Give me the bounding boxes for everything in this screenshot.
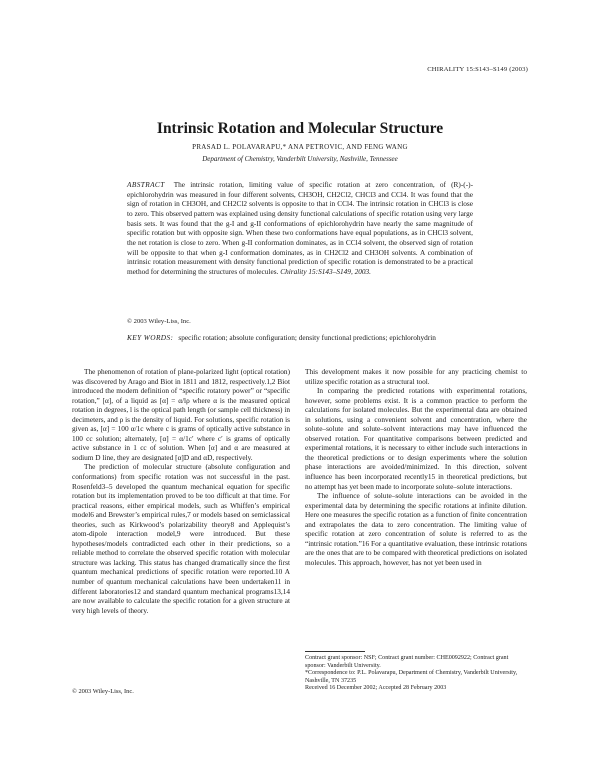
- footnote-divider: [305, 651, 365, 652]
- abstract: [127, 180, 473, 277]
- keywords-label: KEY WORDS:: [127, 333, 174, 342]
- journal-citation-header: CHIRALITY 15:S143–S149 (2003): [427, 66, 528, 73]
- body-paragraph: In comparing the predicted rotations with experimental rotations, however, some problems exist. It is a common practice to perform the calculations for isolated molecules. But the experimental data are obtained in solutions, using a convenient solvent and concentration, where the solute–solute and solute–solvent interactions may have influenced the observed rotation. For quantitative comparisons between predicted and experimental rotations, it is necessary to either include such interactions in the theoretical predictions or to design experiments where the solution phase interactions are avoided/minimized. In this direction, solvent influence has been incorporated recently15 in theoretical predictions, but no attempt has yet been made to incorporate solute–solute interactions.: [305, 386, 527, 491]
- page-copyright: © 2003 Wiley-Liss, Inc.: [72, 688, 134, 695]
- footnote-dates: Received 16 December 2002; Accepted 28 February 2003: [305, 685, 447, 692]
- abstract-copyright: © 2003 Wiley-Liss, Inc.: [127, 318, 191, 325]
- body-paragraph: The phenomenon of rotation of plane-polarized light (optical rotation) was discovered by Arago and Biot in 1811 and 1812, respectively.1,2 Biot introduced the modern definition of “specific rotatory power” or “specific rotation,” [α], of a liquid as [α] = α/lρ where α is the measured optical rotation in degrees, l is the optical path length (or sample cell thickness) in decimeters, and ρ is the density of liquid. For solutions, specific rotation is given as, [α] = 100 α/1c where c is grams of optically active substance in 100 cc solution; alternately, [α] = α/1c′ where c′ is grams of optically active substance in 1 cc of solution. When [α] and α are measured at sodium D line, they are designated [α]D and αD, respectively.: [72, 367, 290, 462]
- body-paragraph: This development makes it now possible for any practicing chemist to utilize specific rotation as a structural tool.: [305, 367, 527, 386]
- footnote-funding: Contract grant sponsor: NSF; Contract grant number: CHE0092922; Contract grant sponsor: Vanderbilt University.: [305, 655, 509, 669]
- footnote-correspondence: *Correspondence to: P.L. Polavarapu, Department of Chemistry, Vanderbilt University, Nashville, TN 37235: [305, 670, 518, 684]
- abstract-label: ABSTRACT: [127, 180, 165, 189]
- article-title: Intrinsic Rotation and Molecular Structure: [156, 120, 444, 137]
- author-affiliation: Department of Chemistry, Vanderbilt University, Nashville, Tennessee: [202, 155, 398, 163]
- footnotes: [305, 655, 527, 693]
- abstract-citation: Chirality 15:S143–S149, 2003.: [280, 266, 372, 276]
- author-list: PRASAD L. POLAVARAPU,* ANA PETROVIC, AND FENG WANG: [192, 143, 408, 151]
- keywords-text: specific rotation; absolute configuration; density functional predictions; epichlorohydrin: [178, 333, 436, 342]
- body-paragraph: The influence of solute–solute interactions can be avoided in the experimental data by determining the specific rotations at infinite dilution. Here one measures the specific rotation as a function of finite concentration and extrapolates the data to zero concentration. The limiting value of specific rotation at zero concentration of solute is referred to as the “intrinsic rotation.”16 For a quantitative evaluation, these intrinsic rotations are the ones that are to be compared with theoretical predictions on isolated molecules. This approach, however, has not yet been used in: [305, 491, 527, 567]
- body-paragraph: The prediction of molecular structure (absolute configuration and conformations) from specific rotation was not successful in the past. Rosenfeld3–5 developed the quantum mechanical equation for specific rotation but its implementation proved to be too difficult at that time. For practical reasons, either empirical models, such as Whiffen’s empirical model6 and Brewster’s empirical rules,7 or models based on semiclassical theories, such as Kirkwood’s polarizability theory8 and Applequist’s atom-dipole interaction model,9 were introduced. But these hypotheses/models contradicted each other in their predictions, so a reliable method to correlate the observed specific rotation with molecular structure was lacking. This status has changed dramatically since the first quantum mechanical predictions of specific rotation were reported.10 A number of quantum mechanical calculations have been undertaken11 in different laboratories12 and standard quantum mechanical programs13,14 are now available to calculate the specific rotation for a given structure at very high levels of theory.: [72, 462, 290, 615]
- body-left-column: [72, 367, 290, 615]
- body-right-column: [305, 367, 527, 567]
- keywords: [127, 333, 473, 343]
- abstract-text: The intrinsic rotation, limiting value of specific rotation at zero concentration, of (R)-(-)-epichlorohydrin was measured in four different solvents, CH3OH, CH2Cl2, CHCl3 and CCl4. It was found that the sign of rotation in CH3OH, and CH2Cl2 solvents is opposite to that in CCl4. The intrinsic rotation in CHCl3 is close to zero. This observed pattern was explained using density functional calculations of specific rotation using very large basis sets. It was found that the g-I and g-II conformations of epichlorohydrin have nearly the same magnitude of specific rotation but with opposite sign. When these two conformations have equal populations, as in CHCl3 solvent, the net rotation is close to zero. When g-II conformation dominates, as in CCl4 solvent, the observed sign of rotation will be opposite to that when g-I conformation dominates, as in CH2Cl2 and CH3OH solvents. A combination of intrinsic rotation measurement with density functional prediction of specific rotation is demonstrated to be a practical method for determining the structures of molecules.: [127, 180, 473, 276]
